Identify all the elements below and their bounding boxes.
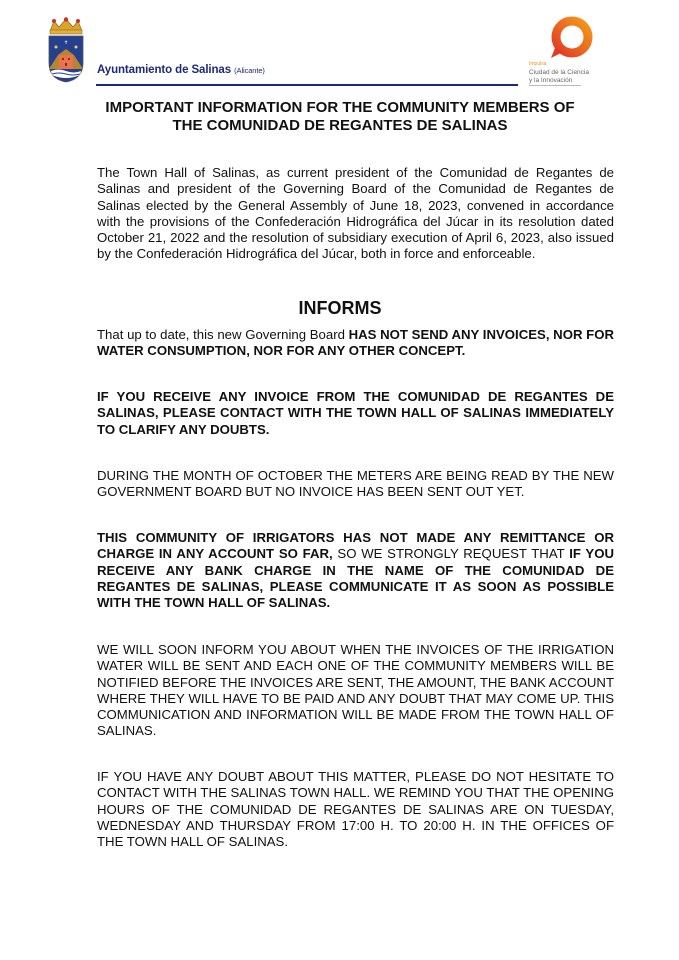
logo-text-line1: Ciudad de la Ciencia xyxy=(529,69,589,76)
coat-of-arms-icon xyxy=(46,17,86,83)
organization-name xyxy=(97,64,265,76)
logo-text xyxy=(529,69,589,84)
notice-paragraph-1 xyxy=(97,327,614,360)
document-title xyxy=(60,99,620,135)
svg-text:✝: ✝ xyxy=(63,40,69,46)
ring-logo-icon xyxy=(545,14,595,64)
informs-heading: INFORMS xyxy=(298,298,382,318)
p1-normal-text: That up to date, this new Governing Board xyxy=(97,327,349,342)
logo-tagline: Impulsa xyxy=(529,61,547,67)
logo-underline xyxy=(529,85,581,86)
notice-paragraph-3: DURING THE MONTH OF OCTOBER THE METERS ARE BEING READ BY THE NEW GOVERNMENT BOARD BUT NO INVOICE HAS BEEN SENT OUT YET. xyxy=(97,468,614,500)
notice-paragraph-5: WE WILL SOON INFORM YOU ABOUT WHEN THE INVOICES OF THE IRRIGATION WATER WILL BE SENT AND EACH ONE OF THE COMMUNITY MEMBERS WILL BE NOTIFIED BEFORE THE INVOICES ARE SENT, THE AMOUNT, THE BANK ACCOUNT WHERE THEY WILL HAVE TO BE PAID AND ANY DOUBT THAT MAY COME UP. THIS COMMUNICATION AND INFORMATION WILL BE MADE FROM THE TOWN HALL OF SALINAS. xyxy=(97,642,614,739)
intro-paragraph: The Town Hall of Salinas, as current president of the Comunidad de Regantes de Salinas and president of the Governing Board of the Comunidad de Regantes de Salinas elected by the General Assembly of June 18, 2023, convened in accordance with the provisions of the Confederación Hidrográfica del Júcar in its resolution dated October 21, 2022 and the resolution of subsidiary execution of April 6, 2023, also issued by the Confederación Hidrográfica del Júcar, both in force and enforceable. xyxy=(97,165,614,262)
p4-normal-text: SO WE STRONGLY REQUEST THAT xyxy=(332,546,570,562)
title-line-1: IMPORTANT INFORMATION FOR THE COMMUNITY MEMBERS OF xyxy=(105,99,575,116)
notice-paragraph-6: IF YOU HAVE ANY DOUBT ABOUT THIS MATTER, PLEASE DO NOT HESITATE TO CONTACT WITH THE SALINAS TOWN HALL. WE REMIND YOU THAT THE OPENING HOURS OF THE COMUNIDAD DE REGANTES DE SALINAS ARE ON TUESDAY, WEDNESDAY AND THURSDAY FROM 17:00 H. TO 20:00 H. IN THE OFFICES OF THE TOWN HALL OF SALINAS. xyxy=(97,769,614,850)
logo-text-line2: y la Innovación xyxy=(529,76,573,84)
p4-bold-text-1: THIS COMMUNITY OF IRRIGATORS HAS NOT MADE ANY REMITTANCE OR CHARGE IN ANY ACCOUNT SO FAR, xyxy=(97,530,614,562)
letterhead xyxy=(0,0,679,95)
org-region-text: (Alicante) xyxy=(234,66,265,75)
notice-paragraph-4 xyxy=(97,530,614,611)
p1-bold-text: HAS NOT SEND ANY INVOICES, NOR FOR WATER CONSUMPTION, NOR FOR ANY OTHER CONCEPT. xyxy=(97,327,614,359)
org-name-text: Ayuntamiento de Salinas xyxy=(97,64,232,76)
header-divider xyxy=(96,84,518,86)
p4-bold-text-2: IF YOU RECEIVE ANY BANK CHARGE IN THE NAME OF THE COMUNIDAD DE REGANTES DE SALINAS, PLEASE COMMUNICATE IT AS SOON AS POSSIBLE WITH THE TOWN HALL OF SALINAS. xyxy=(97,546,614,611)
ciudad-ciencia-logo xyxy=(527,14,599,90)
notice-paragraph-2: IF YOU RECEIVE ANY INVOICE FROM THE COMUNIDAD DE REGANTES DE SALINAS, PLEASE CONTACT WITH THE TOWN HALL OF SALINAS IMMEDIATELY TO CLARIFY ANY DOUBTS. xyxy=(97,389,614,437)
title-line-2: THE COMUNIDAD DE REGANTES DE SALINAS xyxy=(172,117,508,134)
